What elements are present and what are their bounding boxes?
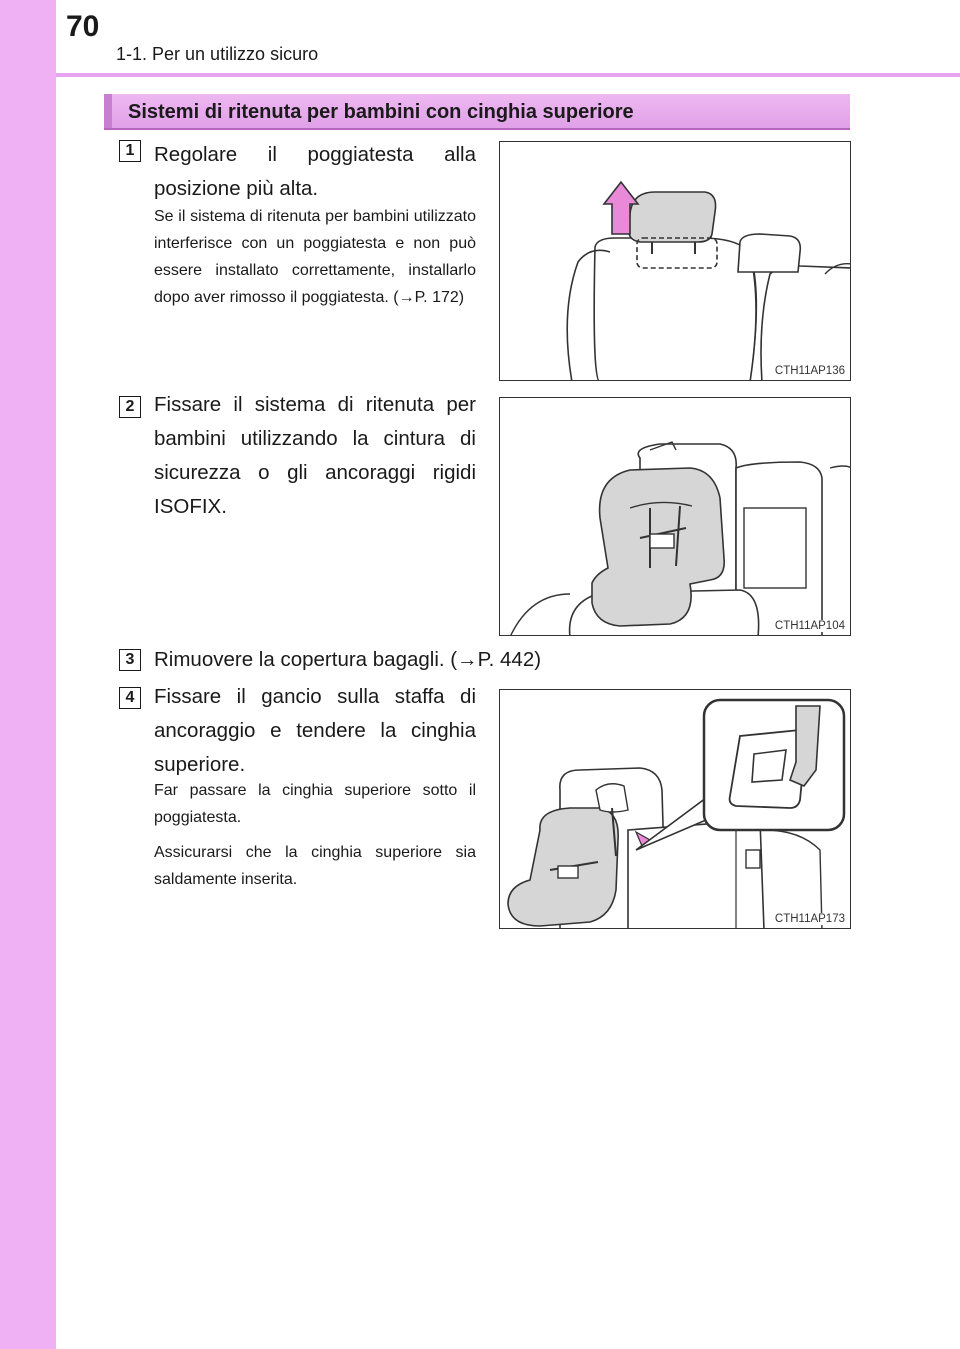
step-4-note-2: Assicurarsi che la cinghia superiore sia saldamente inserita. [154, 844, 476, 888]
step-number-2: 2 [119, 396, 141, 418]
step-1-notes [154, 203, 476, 319]
section-title: Sistemi di ritenuta per bambini con cinghia superiore [128, 101, 634, 123]
running-head: 1-1. Per un utilizzo sicuro [116, 44, 319, 64]
step-2-text: Fissare il sistema di ritenuta per bambini utilizzando la cintura di sicurezza o gli ancoraggi rigidi ISOFIX. [154, 393, 476, 518]
header-rule [56, 73, 960, 77]
top-tether-illustration [500, 690, 851, 929]
child-seat-illustration [500, 398, 851, 636]
figure-child-seat [499, 397, 851, 636]
step-1-note: Se il sistema di ritenuta per bambini utilizzato interferisce con un poggiatesta e non può essere installato correttamente, installarlo dopo aver rimosso il poggiatesta. (→P. 172) [154, 208, 476, 306]
figure-code: CTH11AP173 [772, 913, 845, 925]
step-4-text: Fissare il gancio sulla staffa di ancoraggio e tendere la cinghia superiore. [154, 685, 476, 776]
page-number: 70 [66, 10, 100, 43]
step-number-4: 4 [119, 687, 141, 709]
figure-headrest [499, 141, 851, 381]
step-number-1: 1 [119, 140, 141, 162]
figure-code: CTH11AP136 [772, 365, 845, 377]
step-4-note-1: Far passare la cinghia superiore sotto il poggiatesta. [154, 782, 476, 826]
figure-top-tether [499, 689, 851, 929]
step-3-text: Rimuovere la copertura bagagli. (→P. 442) [154, 648, 542, 671]
figure-code: CTH11AP104 [772, 620, 845, 632]
chapter-side-tab [0, 0, 56, 1349]
section-header [104, 94, 850, 130]
step-1-text: Regolare il poggiatesta alla posizione più alta. [154, 143, 476, 200]
step-4-notes [154, 777, 476, 901]
headrest-illustration [500, 142, 851, 381]
step-number-3: 3 [119, 649, 141, 671]
